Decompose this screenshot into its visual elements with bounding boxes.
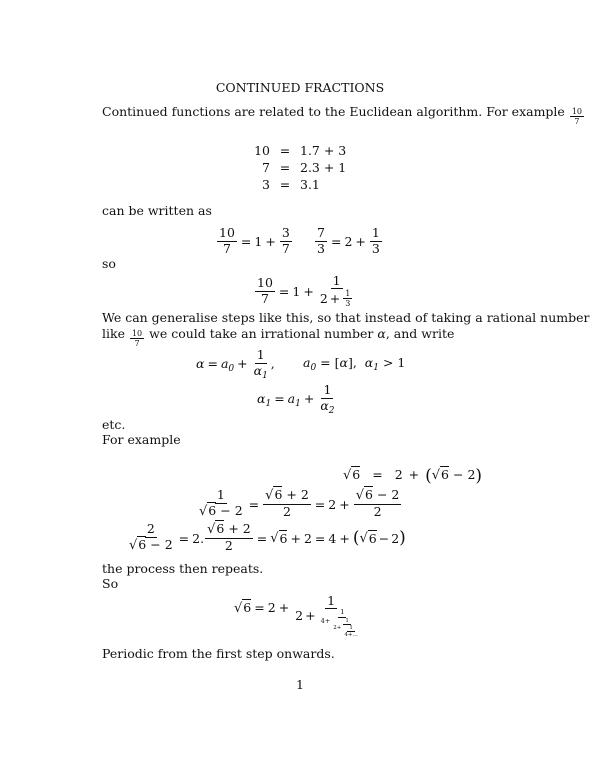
periodic-text: Periodic from the first step onwards. bbox=[102, 646, 335, 661]
equation-sqrt6-continued: √6 = 2 + 1 2 + 1 4 + 1 2 + $\frac{1}{4+\dots}$ bbox=[234, 593, 358, 639]
for-example-text: For example bbox=[102, 432, 181, 447]
euclid-row: 10 = 1.7 + 3 bbox=[254, 143, 347, 158]
euclid-row: 7 = 2.3 + 1 bbox=[262, 160, 347, 175]
process-repeats-text: the process then repeats. bbox=[102, 561, 264, 576]
so-text: so bbox=[102, 256, 116, 271]
so-text-2: So bbox=[102, 576, 119, 591]
page-title: CONTINUED FRACTIONS bbox=[215, 80, 385, 95]
can-be-written-text: can be written as bbox=[102, 203, 212, 218]
euclid-row: 3 = 3.1 bbox=[262, 177, 320, 192]
equation-seven-thirds: $\frac{7}{3}$ = 2 + $\frac{1}{3}$ bbox=[317, 225, 380, 256]
euclid-equations bbox=[252, 142, 346, 193]
intro-fraction: $\frac{10}{7}$ bbox=[571, 107, 582, 127]
equation-alpha: α = $a_0$ + $\frac{1}{\alpha_1}$ , bbox=[196, 347, 275, 381]
generalise-line-1: We can generalise steps like this, so that instead of taking a rational number bbox=[102, 310, 590, 325]
equation-a0-floor: $a_0 = [\alpha]$, $\alpha_1 > 1$ bbox=[303, 355, 406, 373]
intro-line: Continued functions are related to the Euclidean algorithm. For example $\frac{10}{7}$ bbox=[102, 104, 582, 127]
equation-two-over: $\frac{2}{√6 - 2}$ = 2. $\frac{√6 + 2}{2}$ = √ 6 + 2 = 4 + ( √ 6 − 2 ) bbox=[129, 521, 406, 554]
equation-reciprocal: $\frac{1}{√6 - 2}$ = $\frac{√6 + 2}{2}$ = 2 + $\frac{√6 - 2}{2}$ bbox=[199, 487, 400, 520]
etc-text: etc. bbox=[102, 417, 126, 432]
equation-alpha1: $\alpha_1$ = $a_1$ + $\frac{1}{\alpha_2}$ bbox=[257, 382, 335, 416]
equation-sqrt6: √6 = 2 + (√6 − 2) bbox=[343, 466, 483, 486]
equation-ten-sevenths: $\frac{10}{7}$ = 1 + $\frac{3}{7}$ bbox=[219, 225, 290, 256]
equation-continued-ten-sevenths: $\frac{10}{7}$ = 1 + 1 2 + $\frac{1}{3}$ bbox=[257, 272, 351, 309]
page-number: 1 bbox=[296, 677, 304, 692]
generalise-line-2: like $\frac{10}{7}$ we could take an irrational number α, and write bbox=[102, 326, 455, 349]
